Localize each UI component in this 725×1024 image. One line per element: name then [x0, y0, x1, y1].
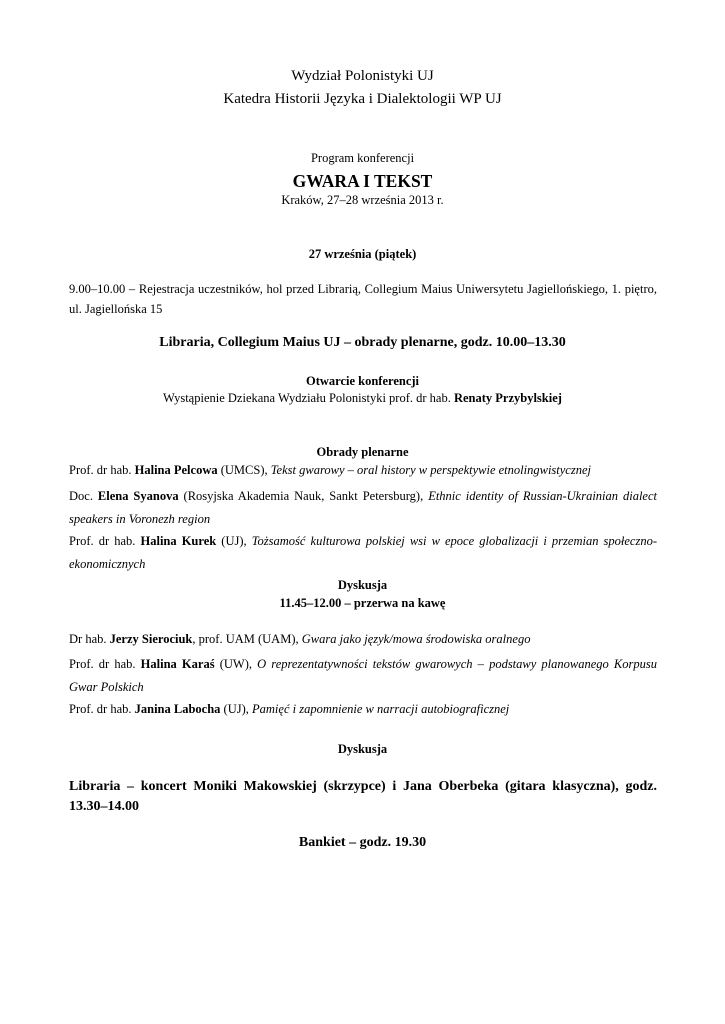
speaker-name: Jerzy Sierociuk	[109, 632, 193, 646]
talk-item	[69, 530, 657, 576]
talk-title: Gwara jako język/mowa środowiska oralnego	[301, 632, 531, 646]
registration-text: 9.00–10.00 – Rejestracja uczestników, hol przed Librarią, Collegium Maius Uniwersytetu Jagiellońskiego, 1. piętro, ul. Jagiellońska 15	[69, 282, 657, 316]
conference-title: GWARA I TEKST	[292, 171, 433, 191]
speaker-title: Prof. dr hab.	[69, 534, 141, 548]
talk-title: Pamięć i zapomnienie w narracji autobiograficznej	[252, 702, 510, 716]
discussion-label: Dyskusja	[337, 578, 388, 592]
speaker-title: Prof. dr hab.	[69, 463, 135, 477]
opening-heading: Otwarcie konferencji	[305, 374, 420, 388]
department-name: Katedra Historii Języka i Dialektologii WP UJ	[223, 91, 502, 107]
dean-name: Renaty Przybylskiej	[453, 391, 562, 405]
discussion-label: Dyskusja	[337, 742, 388, 756]
speaker-title: Prof. dr hab.	[69, 702, 135, 716]
speaker-name: Halina Kurek	[140, 534, 217, 548]
plenary-block-heading: Obrady plenarne	[316, 445, 409, 459]
talk-title: Tożsamość kulturowa polskiej wsi w epoce globalizacji i przemian społeczno-ekonomicznych	[69, 534, 657, 571]
place-date: Kraków, 27–28 września 2013 r.	[281, 193, 444, 207]
speaker-affiliation: (UW),	[214, 657, 258, 671]
speaker-affiliation: (Rosyjska Akademia Nauk, Sankt Petersburg),	[178, 489, 429, 503]
speaker-name: Halina Karaś	[140, 657, 215, 671]
speaker-name: Elena Syanova	[97, 489, 179, 503]
plenary-session-heading: Libraria, Collegium Maius UJ – obrady plenarne, godz. 10.00–13.30	[159, 335, 566, 350]
speaker-title: Prof. dr hab.	[69, 657, 141, 671]
dean-speech	[0, 391, 725, 406]
speaker-name: Halina Pelcowa	[134, 463, 218, 477]
banquet-text: Bankiet – godz. 19.30	[298, 835, 427, 850]
coffee-break: 11.45–12.00 – przerwa na kawę	[279, 596, 446, 610]
talk-item	[69, 461, 591, 479]
talk-title: O reprezentatywności tekstów gwarowych – podstawy planowanego Korpusu Gwar Polskich	[69, 657, 657, 694]
speaker-affiliation: (UJ),	[216, 534, 252, 548]
talk-item	[69, 630, 530, 648]
talk-title: Tekst gwarowy – oral history w perspektywie etnolingwistycznej	[270, 463, 591, 477]
talk-title: Ethnic identity of Russian-Ukrainian dialect speakers in Voronezh region	[69, 489, 657, 526]
faculty-name: Wydział Polonistyki UJ	[291, 68, 434, 84]
speaker-affiliation: , prof. UAM (UAM),	[192, 632, 302, 646]
speaker-title: Doc.	[69, 489, 98, 503]
speaker-title: Dr hab.	[69, 632, 110, 646]
speaker-affiliation: (UMCS),	[217, 463, 271, 477]
talk-item	[69, 485, 657, 531]
concert-text: Libraria – koncert Moniki Makowskiej (skrzypce) i Jana Oberbeka (gitara klasyczna), godz. 13.30–14.00	[69, 779, 657, 814]
dean-speech-prefix: Wystąpienie Dziekana Wydziału Polonistyki prof. dr hab.	[163, 391, 454, 405]
talk-item	[69, 700, 509, 718]
speaker-name: Janina Labocha	[134, 702, 221, 716]
day-heading: 27 września (piątek)	[308, 247, 417, 261]
program-label: Program konferencji	[310, 151, 415, 165]
talk-item	[69, 653, 657, 699]
speaker-affiliation: (UJ),	[220, 702, 253, 716]
